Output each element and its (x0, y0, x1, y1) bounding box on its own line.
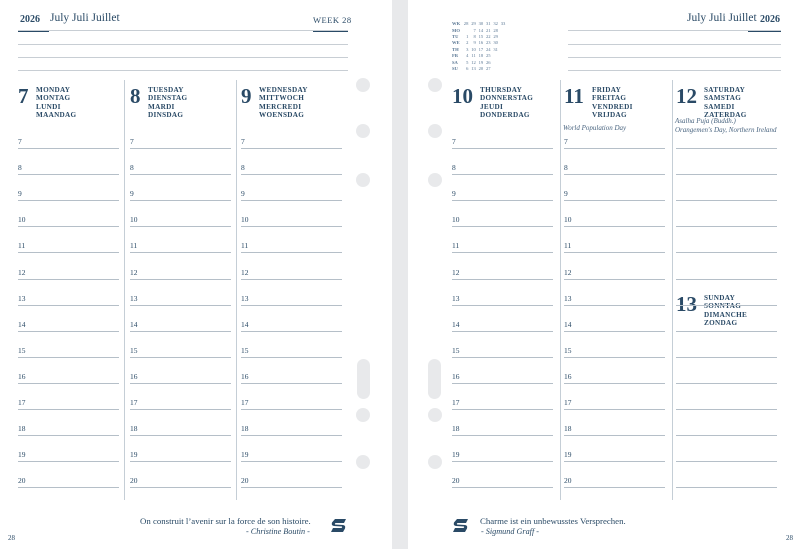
hour-label: 17 (130, 398, 138, 407)
mini-calendar-weekday: TH (452, 46, 459, 52)
day-names (704, 294, 747, 327)
binder-hole (356, 124, 370, 138)
binder-hole (428, 408, 442, 422)
mini-calendar-day: 17 (478, 46, 484, 52)
hour-label: 8 (130, 163, 134, 173)
time-slot[interactable] (18, 226, 119, 227)
left-quote: On construit l’avenir sur la force de son histoire. (140, 516, 311, 526)
hour-label: 8 (18, 163, 22, 173)
time-slot[interactable] (18, 461, 119, 462)
day-name: SATURDAY (704, 86, 746, 94)
right-page (408, 0, 800, 549)
time-slot[interactable] (676, 331, 777, 332)
day-names (480, 86, 533, 119)
note-line (18, 57, 348, 58)
binder-hole (428, 173, 442, 187)
binder-hole (356, 408, 370, 422)
hour-label: 13 (18, 293, 26, 303)
hour-label: 8 (452, 163, 456, 173)
mini-calendar-week: 31 (485, 21, 491, 26)
hour-label: 8 (564, 163, 568, 173)
column-divider (560, 80, 561, 500)
hour-label: 14 (241, 319, 249, 329)
mini-calendar-day: 19 (478, 59, 484, 65)
day-name: MITTWOCH (259, 94, 305, 103)
time-slot[interactable] (130, 487, 231, 488)
mini-calendar-day: 27 (485, 65, 491, 71)
note-line (18, 44, 348, 45)
mini-calendar-week: 33 (500, 21, 506, 26)
time-slot[interactable] (130, 200, 231, 201)
day-name: MARDI (148, 102, 175, 111)
mini-calendar-weekday: WE (452, 40, 460, 46)
day-name: MONTAG (36, 94, 71, 103)
day-name: SAMEDI (704, 102, 735, 111)
hour-label: 19 (18, 450, 26, 460)
hour-label: 9 (241, 189, 245, 199)
mini-calendar-day: 8 (473, 33, 476, 39)
time-slot[interactable] (241, 279, 342, 280)
time-slot[interactable] (564, 200, 665, 201)
hour-label: 10 (564, 215, 572, 225)
hour-label: 11 (241, 241, 249, 251)
right-quote-author: - Sigmund Graff - (481, 527, 539, 536)
hour-label: 17 (564, 398, 572, 407)
day-name: SUNDAY (704, 294, 736, 302)
day-name: DIMANCHE (704, 310, 748, 319)
day-name: WEDNESDAY (259, 86, 308, 94)
time-slot[interactable] (18, 148, 119, 149)
left-page (0, 0, 392, 549)
hour-label: 10 (241, 215, 249, 225)
mini-calendar-row (452, 34, 505, 39)
mini-calendar-day: 22 (485, 33, 491, 39)
hour-label: 7 (452, 137, 456, 146)
mini-calendar-day: 15 (478, 33, 484, 39)
time-slot[interactable] (241, 331, 342, 332)
time-slot[interactable] (18, 331, 119, 332)
time-slot[interactable] (130, 252, 231, 253)
time-slot[interactable] (676, 200, 777, 201)
hour-label: 16 (564, 371, 572, 381)
mini-calendar-day: 24 (485, 46, 491, 52)
hour-label: 16 (18, 371, 26, 381)
hour-label: 12 (452, 267, 460, 277)
mini-calendar-weekday: FR (452, 53, 459, 59)
hour-label: 9 (452, 189, 456, 199)
day-name: WOENSDAG (259, 110, 305, 119)
day-number: 10 (452, 84, 473, 108)
day-name: LUNDI (36, 102, 61, 111)
day-name: MAANDAG (36, 110, 77, 119)
mini-calendar-day: 3 (466, 46, 469, 52)
note-line (568, 30, 781, 31)
hour-label: 13 (130, 293, 138, 303)
hour-label: 9 (564, 189, 568, 199)
hour-label: 20 (241, 476, 249, 486)
day-name: JEUDI (480, 102, 504, 111)
time-slot[interactable] (452, 461, 553, 462)
hour-label: 7 (18, 137, 22, 146)
hour-label: 12 (18, 267, 26, 277)
day-number: 9 (241, 84, 252, 108)
time-slot[interactable] (18, 357, 119, 358)
hour-label: 12 (130, 267, 138, 277)
brand-logo-icon (331, 519, 346, 532)
mini-calendar-day: 14 (478, 27, 484, 33)
column-divider (236, 80, 237, 500)
day-number: 12 (676, 84, 697, 108)
time-slot[interactable] (676, 461, 777, 462)
time-slot[interactable] (564, 279, 665, 280)
left-month: July Juli Juillet (50, 12, 120, 24)
mini-calendar-week: 28 (463, 21, 469, 26)
hour-label: 15 (452, 345, 460, 355)
day-name: SONNTAG (704, 302, 742, 311)
hour-label: 11 (130, 241, 138, 251)
time-slot[interactable] (18, 409, 119, 410)
hour-label: 9 (130, 189, 134, 199)
time-slot[interactable] (676, 148, 777, 149)
time-slot[interactable] (564, 409, 665, 410)
hour-label: 15 (130, 345, 138, 355)
holiday-note: Asalha Puja (Buddh.) (675, 117, 736, 125)
hour-label: 18 (564, 424, 572, 434)
mini-calendar-day: 25 (485, 53, 491, 59)
day-number: 8 (130, 84, 141, 108)
note-line (18, 30, 348, 31)
time-slot[interactable] (564, 435, 665, 436)
mini-calendar-day: 21 (485, 27, 491, 33)
left-year: 2026 (20, 14, 40, 25)
time-slot[interactable] (564, 305, 665, 306)
hour-label: 7 (564, 137, 568, 146)
day-name: DINSDAG (148, 110, 184, 119)
hour-label: 15 (564, 345, 572, 355)
time-slot[interactable] (564, 357, 665, 358)
mini-calendar-weekday: TU (452, 33, 459, 39)
hour-label: 7 (241, 137, 245, 146)
time-slot[interactable] (676, 305, 777, 306)
time-slot[interactable] (130, 435, 231, 436)
note-line (568, 44, 781, 45)
time-slot[interactable] (564, 331, 665, 332)
left-quote-author: - Christine Boutin - (246, 527, 310, 536)
mini-calendar-row (452, 40, 505, 45)
mini-calendar-day: 13 (471, 65, 476, 71)
hour-label: 18 (130, 424, 138, 434)
mini-calendar-day: 1 (466, 33, 469, 39)
holiday-note: World Population Day (563, 124, 627, 132)
hour-label: 19 (130, 450, 138, 460)
hour-label: 19 (452, 450, 460, 460)
time-slot[interactable] (676, 252, 777, 253)
mini-calendar-row (452, 66, 505, 71)
day-name: ZATERDAG (704, 110, 747, 119)
time-slot[interactable] (130, 357, 231, 358)
time-slot[interactable] (18, 305, 119, 306)
right-quote: Charme ist ein unbewusstes Versprechen. (480, 516, 626, 526)
time-slot[interactable] (564, 226, 665, 227)
hour-label: 20 (452, 476, 460, 486)
week-label: WEEK 28 (313, 15, 352, 25)
hour-label: 20 (18, 476, 26, 486)
mini-calendar-day: 26 (485, 59, 491, 65)
time-slot[interactable] (241, 200, 342, 201)
right-year: 2026 (760, 14, 780, 25)
time-slot[interactable] (241, 487, 342, 488)
left-page-number: 28 (8, 534, 15, 542)
mini-calendar-day: 29 (493, 33, 498, 39)
mini-calendar-day: 7 (473, 27, 476, 33)
time-slot[interactable] (564, 383, 665, 384)
binder-hole (428, 78, 442, 92)
hour-label: 14 (564, 319, 572, 329)
hour-label: 19 (564, 450, 572, 460)
hour-label: 18 (452, 424, 460, 434)
mini-calendar-week: 29 (471, 21, 476, 26)
mini-calendar-day: 18 (478, 53, 484, 59)
time-slot[interactable] (676, 357, 777, 358)
binder-slot (428, 359, 441, 399)
time-slot[interactable] (18, 435, 119, 436)
time-slot[interactable] (241, 357, 342, 358)
hour-label: 17 (241, 398, 249, 407)
day-name: DONNERSTAG (480, 94, 534, 103)
day-name: TUESDAY (148, 86, 184, 94)
hour-label: 14 (130, 319, 138, 329)
mini-calendar-day: 30 (493, 40, 498, 46)
time-slot[interactable] (452, 409, 553, 410)
time-slot[interactable] (130, 461, 231, 462)
time-slot[interactable] (241, 435, 342, 436)
hour-label: 11 (18, 241, 26, 251)
day-name: MONDAY (36, 86, 71, 94)
time-slot[interactable] (452, 200, 553, 201)
time-slot[interactable] (452, 357, 553, 358)
mini-calendar-day: 23 (485, 40, 491, 46)
mini-calendar-row (452, 60, 505, 65)
hour-label: 17 (18, 398, 26, 407)
mini-calendar-day: 5 (466, 59, 469, 65)
hour-label: 10 (18, 215, 26, 225)
hour-label: 18 (18, 424, 26, 434)
time-slot[interactable] (676, 174, 777, 175)
time-slot[interactable] (241, 409, 342, 410)
day-name: MERCREDI (259, 102, 302, 111)
day-name: FRIDAY (592, 86, 622, 94)
day-number: 13 (676, 292, 697, 316)
time-slot[interactable] (18, 174, 119, 175)
time-slot[interactable] (452, 226, 553, 227)
hour-label: 7 (130, 137, 134, 146)
mini-calendar-corner: WK (452, 21, 461, 26)
hour-label: 11 (452, 241, 460, 251)
hour-label: 14 (18, 319, 26, 329)
hour-label: 10 (452, 215, 460, 225)
time-slot[interactable] (564, 487, 665, 488)
hour-label: 12 (241, 267, 249, 277)
right-page-number: 28 (786, 534, 793, 542)
mini-calendar-weekday: MO (452, 27, 460, 33)
day-name: VENDREDI (592, 102, 633, 111)
hour-label: 14 (452, 319, 460, 329)
mini-calendar-day: 31 (493, 46, 498, 52)
hour-label: 15 (18, 345, 26, 355)
hour-label: 13 (452, 293, 460, 303)
mini-calendar-weeks (452, 21, 505, 26)
mini-calendar-day: 10 (471, 46, 476, 52)
time-slot[interactable] (676, 383, 777, 384)
day-name: THURSDAY (480, 86, 523, 94)
binder-hole (356, 78, 370, 92)
time-slot[interactable] (130, 383, 231, 384)
mini-calendar-weekday: SU (452, 65, 458, 71)
day-name: SAMSTAG (704, 94, 742, 103)
time-slot[interactable] (241, 148, 342, 149)
day-number: 7 (18, 84, 29, 108)
time-slot[interactable] (452, 435, 553, 436)
time-slot[interactable] (452, 331, 553, 332)
time-slot[interactable] (130, 409, 231, 410)
hour-label: 11 (564, 241, 572, 251)
hour-label: 18 (241, 424, 249, 434)
mini-calendar-day: 16 (478, 40, 484, 46)
time-slot[interactable] (130, 331, 231, 332)
time-slot[interactable] (241, 226, 342, 227)
holiday-note: Orangemen's Day, Northern Ireland (675, 126, 777, 134)
mini-calendar-day: 6 (466, 65, 469, 71)
day-name: FREITAG (592, 94, 627, 103)
time-slot[interactable] (676, 487, 777, 488)
time-slot[interactable] (241, 252, 342, 253)
mini-calendar-day: 28 (493, 27, 498, 33)
day-name: VRIJDAG (592, 110, 627, 119)
time-slot[interactable] (452, 305, 553, 306)
time-slot[interactable] (241, 305, 342, 306)
time-slot[interactable] (676, 435, 777, 436)
time-slot[interactable] (452, 279, 553, 280)
day-name: DONDERDAG (480, 110, 530, 119)
day-names (36, 86, 76, 119)
hour-label: 15 (241, 345, 249, 355)
time-slot[interactable] (452, 383, 553, 384)
mini-calendar-week: 32 (493, 21, 498, 26)
time-slot[interactable] (564, 174, 665, 175)
mini-calendar-day: 4 (466, 53, 469, 59)
right-month: July Juli Juillet (687, 12, 757, 24)
time-slot[interactable] (18, 279, 119, 280)
mini-calendar-row (452, 28, 505, 33)
time-slot[interactable] (676, 226, 777, 227)
note-line (568, 57, 781, 58)
column-divider (672, 80, 673, 500)
time-slot[interactable] (18, 252, 119, 253)
note-line (18, 70, 348, 71)
day-number: 11 (564, 84, 584, 108)
day-names (259, 86, 308, 119)
time-slot[interactable] (452, 252, 553, 253)
mini-calendar-day: 12 (471, 59, 476, 65)
hour-label: 12 (564, 267, 572, 277)
mini-calendar-weekday: SA (452, 59, 458, 65)
binder-hole (428, 455, 442, 469)
mini-calendar-day: 9 (473, 40, 476, 46)
mini-calendar-week: 30 (478, 21, 484, 26)
binder-slot (357, 359, 370, 399)
mini-calendar-day: 20 (478, 65, 484, 71)
time-slot[interactable] (564, 461, 665, 462)
mini-calendar-day: 11 (471, 53, 476, 59)
time-slot[interactable] (130, 305, 231, 306)
hour-label: 13 (241, 293, 249, 303)
day-names (148, 86, 187, 119)
time-slot[interactable] (676, 409, 777, 410)
time-slot[interactable] (130, 279, 231, 280)
hour-label: 16 (241, 371, 249, 381)
time-slot[interactable] (241, 174, 342, 175)
time-slot[interactable] (564, 252, 665, 253)
time-slot[interactable] (241, 461, 342, 462)
column-divider (124, 80, 125, 500)
hour-label: 9 (18, 189, 22, 199)
hour-label: 16 (452, 371, 460, 381)
time-slot[interactable] (452, 174, 553, 175)
time-slot[interactable] (130, 226, 231, 227)
binder-hole (428, 124, 442, 138)
time-slot[interactable] (564, 148, 665, 149)
hour-label: 8 (241, 163, 245, 173)
day-name: DIENSTAG (148, 94, 188, 103)
binder-hole (356, 455, 370, 469)
time-slot[interactable] (676, 279, 777, 280)
time-slot[interactable] (130, 148, 231, 149)
time-slot[interactable] (18, 383, 119, 384)
hour-label: 20 (564, 476, 572, 486)
day-names (704, 86, 747, 119)
brand-logo-icon (453, 519, 468, 532)
mini-calendar-day: 2 (466, 40, 469, 46)
note-line (568, 70, 781, 71)
hour-label: 19 (241, 450, 249, 460)
time-slot[interactable] (452, 487, 553, 488)
time-slot[interactable] (18, 487, 119, 488)
hour-label: 17 (452, 398, 460, 407)
time-slot[interactable] (241, 383, 342, 384)
day-name: ZONDAG (704, 318, 738, 327)
hour-label: 20 (130, 476, 138, 486)
time-slot[interactable] (130, 174, 231, 175)
hour-label: 16 (130, 371, 138, 381)
day-names (592, 86, 633, 119)
mini-calendar-row (452, 53, 505, 58)
hour-label: 10 (130, 215, 138, 225)
binder-hole (356, 173, 370, 187)
time-slot[interactable] (18, 200, 119, 201)
mini-calendar-row (452, 47, 505, 52)
hour-label: 13 (564, 293, 572, 303)
time-slot[interactable] (452, 148, 553, 149)
